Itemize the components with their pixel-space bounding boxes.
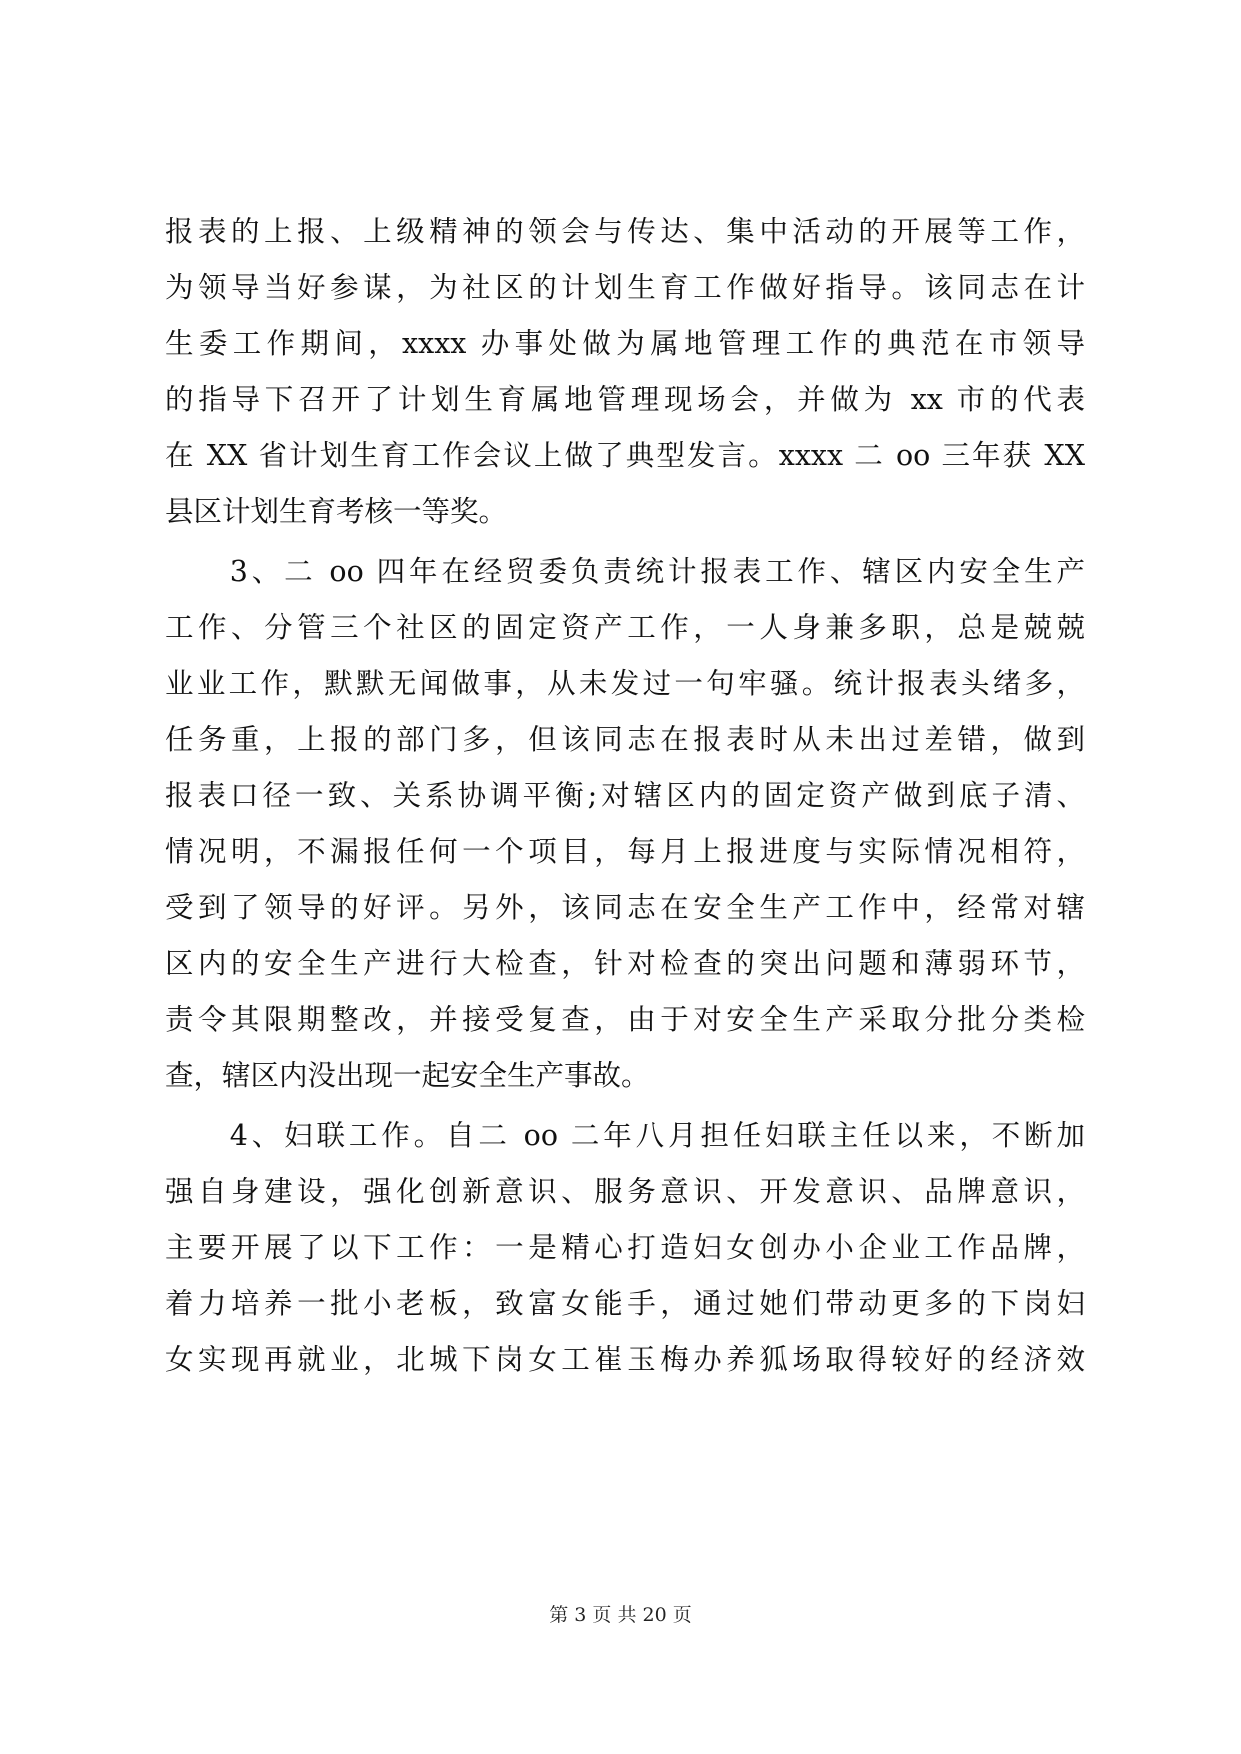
text-line-10: 任务重，上报的部门多，但该同志在报表时从未出过差错，做到 (165, 723, 1085, 756)
text-line-4: 的指导下召开了计划生育属地管理现场会，并做为 xx 市的代表 (165, 383, 1085, 416)
text-line-18: 强自身建设，强化创新意识、服务意识、开发意识、品牌意识， (165, 1175, 1085, 1208)
text-line-14: 区内的安全生产进行大检查，针对检查的突出问题和薄弱环节， (165, 947, 1085, 980)
text-line-20: 着力培养一批小老板，致富女能手，通过她们带动更多的下岗妇 (165, 1287, 1085, 1320)
text-line-17: 4、妇联工作。自二 oo 二年八月担任妇联主任以来，不断加 (165, 1119, 1085, 1152)
text-line-3: 生委工作期间，xxxx 办事处做为属地管理工作的典范在市领导 (165, 327, 1085, 360)
text-line-9: 业业工作，默默无闻做事，从未发过一句牢骚。统计报表头绪多， (165, 667, 1085, 700)
text-line-2: 为领导当好参谋，为社区的计划生育工作做好指导。该同志在计 (165, 271, 1085, 304)
text-line-15: 责令其限期整改，并接受复查，由于对安全生产采取分批分类检 (165, 1003, 1085, 1036)
text-line-11: 报表口径一致、关系协调平衡;对辖区内的固定资产做到底子清、 (165, 779, 1085, 812)
text-line-13: 受到了领导的好评。另外，该同志在安全生产工作中，经常对辖 (165, 891, 1085, 924)
page-footer: 第 3 页 共 20 页 (549, 1604, 692, 1626)
text-line-21: 女实现再就业，北城下岗女工崔玉梅办养狐场取得较好的经济效 (165, 1343, 1085, 1376)
text-line-16: 查，辖区内没出现一起安全生产事故。 (165, 1059, 650, 1092)
text-line-6: 县区计划生育考核一等奖。 (165, 495, 508, 528)
text-line-12: 情况明，不漏报任何一个项目，每月上报进度与实际情况相符， (165, 835, 1085, 868)
text-line-1: 报表的上报、上级精神的领会与传达、集中活动的开展等工作， (165, 215, 1085, 248)
text-line-5: 在 XX 省计划生育工作会议上做了典型发言。xxxx 二 oo 三年获 XX (165, 439, 1085, 472)
text-line-8: 工作、分管三个社区的固定资产工作，一人身兼多职，总是兢兢 (165, 611, 1085, 644)
text-line-19: 主要开展了以下工作：一是精心打造妇女创办小企业工作品牌， (165, 1231, 1085, 1264)
text-line-7: 3、二 oo 四年在经贸委负责统计报表工作、辖区内安全生产 (165, 555, 1085, 588)
